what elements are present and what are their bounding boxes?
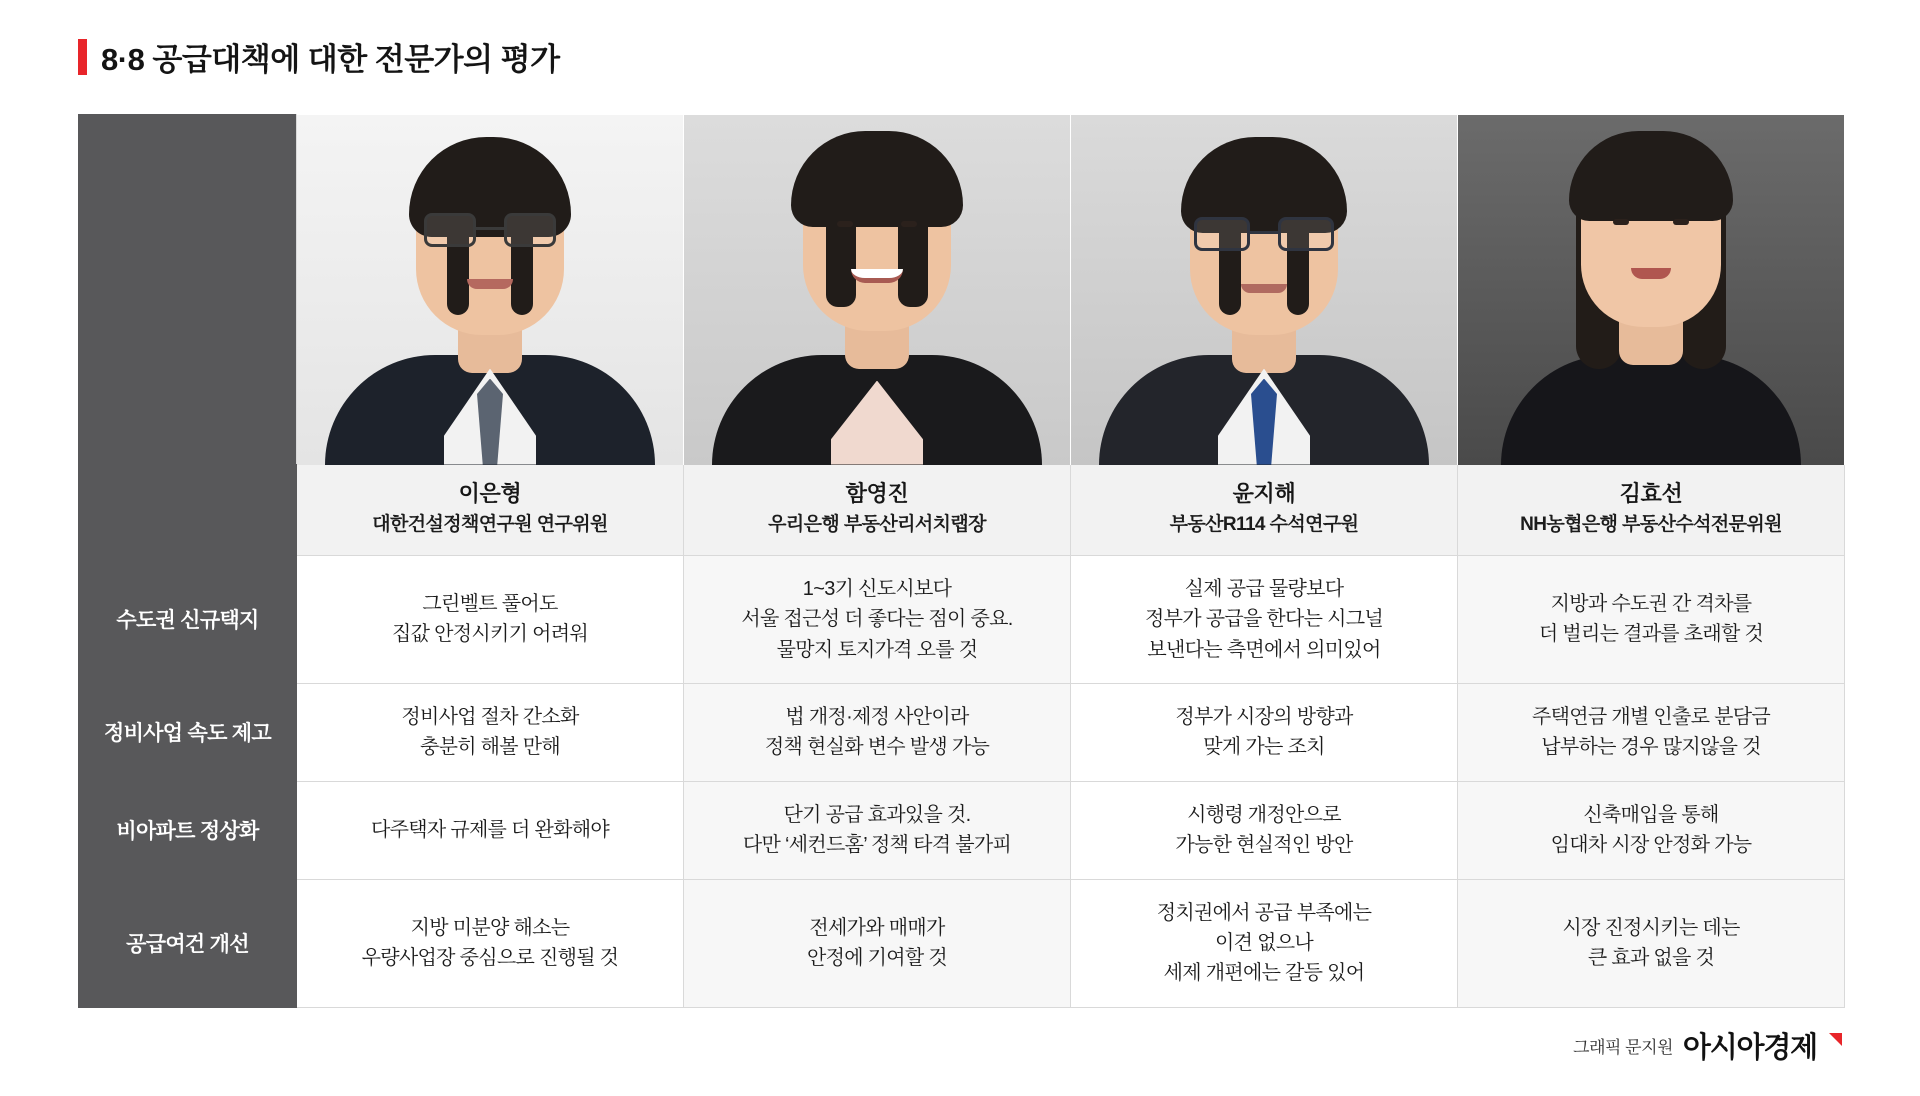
table-corner-cell [79, 115, 297, 465]
expert-comparison-table [78, 114, 1844, 1008]
table-cell: 정부가 시장의 방향과 맞게 가는 조치 [1071, 683, 1458, 781]
graphic-credit: 그래픽 문지원 [1573, 1038, 1673, 1057]
table-cell: 시행령 개정안으로 가능한 현실적인 방안 [1071, 781, 1458, 879]
expert-name: 김효선 [1619, 480, 1683, 506]
expert-photo-cell-2 [684, 115, 1071, 465]
table-cell: 시장 진정시키는 데는 큰 효과 없을 것 [1458, 879, 1845, 1007]
expert-name-cell-2 [684, 465, 1071, 556]
portrait-woman-short-hair [684, 115, 1070, 465]
expert-photo-cell-4 [1458, 115, 1845, 465]
footer [1573, 1025, 1842, 1066]
photo-row [79, 115, 1845, 465]
table-cell: 단기 공급 효과있을 것. 다만 ‘세컨드홈’ 정책 타격 불가피 [684, 781, 1071, 879]
table-cell: 전세가와 매매가 안정에 기여할 것 [684, 879, 1071, 1007]
table-cell: 주택연금 개별 인출로 분담금 납부하는 경우 많지않을 것 [1458, 683, 1845, 781]
table-row [79, 879, 1845, 1007]
table-cell: 그린벨트 풀어도 집값 안정시키기 어려워 [297, 555, 684, 683]
expert-name-cell-3 [1071, 465, 1458, 556]
title-accent-bar [78, 39, 87, 75]
portrait-man-glasses-blue-tie [1071, 115, 1457, 465]
expert-photo-cell-1 [297, 115, 684, 465]
table-row [79, 683, 1845, 781]
expert-name: 함영진 [845, 480, 909, 506]
portrait-woman-long-hair [1458, 115, 1844, 465]
expert-name-cell-4 [1458, 465, 1845, 556]
row-label: 공급여건 개선 [79, 879, 297, 1007]
expert-name-cell-1 [297, 465, 684, 556]
row-label: 정비사업 속도 제고 [79, 683, 297, 781]
expert-affiliation: 부동산R114 수석연구원 [1169, 514, 1359, 536]
expert-affiliation: 대한건설정책연구원 연구위원 [372, 514, 608, 536]
table-cell: 신축매입을 통해 임대차 시장 안정화 가능 [1458, 781, 1845, 879]
expert-affiliation: 우리은행 부동산리서치랩장 [768, 514, 986, 536]
portrait-man-glasses-suit [297, 115, 683, 465]
table-cell: 지방과 수도권 간 격차를 더 벌리는 결과를 초래할 것 [1458, 555, 1845, 683]
expert-affiliation: NH농협은행 부동산수석전문위원 [1520, 514, 1782, 536]
table-cell: 실제 공급 물량보다 정부가 공급을 한다는 시그널 보낸다는 측면에서 의미있어 [1071, 555, 1458, 683]
table-row [79, 781, 1845, 879]
brand-mark-icon [1829, 1033, 1842, 1046]
expert-photo-cell-3 [1071, 115, 1458, 465]
brand-logo-text: 아시아경제 [1682, 1032, 1817, 1064]
page-title-row [78, 34, 560, 79]
page-title: 8·8 공급대책에 대한 전문가의 평가 [101, 42, 560, 77]
row-label: 수도권 신규택지 [79, 555, 297, 683]
expert-name: 이은형 [458, 480, 522, 506]
row-label: 비아파트 정상화 [79, 781, 297, 879]
name-corner-cell [79, 465, 297, 556]
table-row [79, 555, 1845, 683]
table-cell: 법 개정·제정 사안이라 정책 현실화 변수 발생 가능 [684, 683, 1071, 781]
table-cell: 다주택자 규제를 더 완화해야 [297, 781, 684, 879]
name-row [79, 465, 1845, 556]
table-cell: 정비사업 절차 간소화 충분히 해볼 만해 [297, 683, 684, 781]
expert-name: 윤지해 [1232, 480, 1296, 506]
table-cell: 정치권에서 공급 부족에는 이견 없으나 세제 개편에는 갈등 있어 [1071, 879, 1458, 1007]
table-cell: 1~3기 신도시보다 서울 접근성 더 좋다는 점이 중요. 물망지 토지가격 오를 것 [684, 555, 1071, 683]
table-cell: 지방 미분양 해소는 우량사업장 중심으로 진행될 것 [297, 879, 684, 1007]
